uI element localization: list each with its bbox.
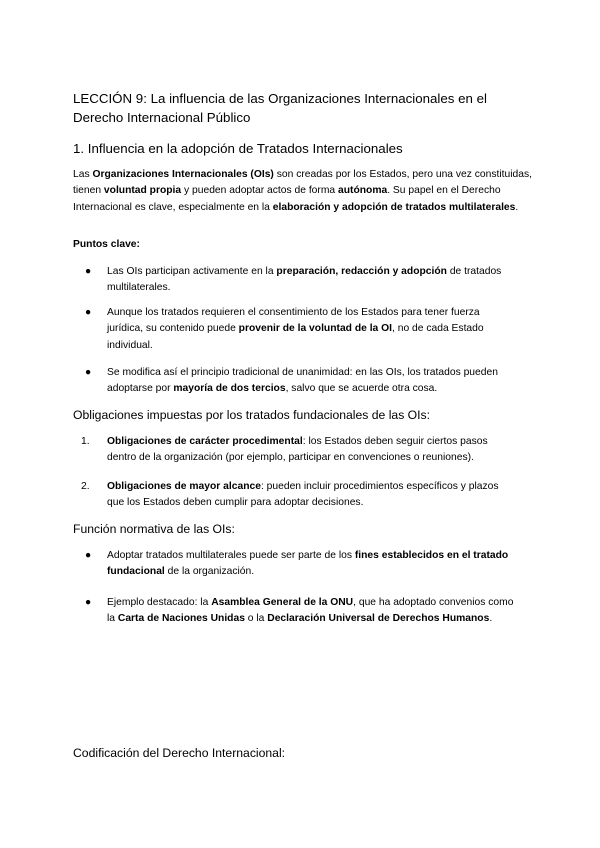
codification-heading: Codificación del Derecho Internacional: (73, 746, 286, 760)
item-text: : los Estados deben seguir ciertos pasos dentro de la organización (por ejemplo, participar en convenciones o reuniones). (107, 436, 488, 464)
item-bold: provenir de la voluntad de la OI (238, 323, 393, 335)
item-bold: Obligaciones de carácter procedimental (107, 436, 303, 447)
intro-text: son creadas por los Estados, pero una vez constituidas, tienen (73, 169, 533, 197)
item-text: Se modifica así el principio tradicional de unanimidad: en las OIs, los tratados pueden adoptarse por (107, 367, 498, 395)
intro-text: Las (73, 169, 93, 180)
list-item (85, 548, 517, 581)
intro-text: . Su papel en el Derecho Internacional es clave, especialmente en la (73, 185, 501, 213)
intro-text: . (515, 201, 519, 213)
item-text: , salvo que se acuerde otra cosa. (285, 383, 438, 395)
list-item (85, 305, 517, 354)
obligations-heading: Obligaciones impuestas por los tratados fundacionales de las OIs: (73, 408, 431, 422)
bullet-icon: ● (85, 266, 92, 277)
list-number: 2. (81, 481, 90, 492)
item-text: de tratados multilaterales. (107, 266, 502, 294)
lesson-title: LECCIÓN 9: La influencia de las Organizaciones Internacionales en el Derecho Internacional Público (73, 91, 487, 125)
item-text: , no de cada Estado individual. (107, 323, 484, 351)
bullet-icon: ● (85, 597, 92, 608)
item-text: , que ha adoptado convenios como la (107, 597, 514, 625)
item-text: de la organización. (164, 566, 255, 578)
list-number: 1. (81, 436, 90, 447)
intro-bold: Organizaciones Internacionales (OIs) (92, 169, 274, 180)
list-item (85, 264, 517, 297)
key-points-label: Puntos clave: (73, 239, 140, 250)
item-bold: Obligaciones de mayor alcance (107, 481, 261, 492)
item-text: o la (244, 613, 268, 625)
item-text: Las OIs participan activamente en la (107, 266, 277, 277)
intro-bold: voluntad propia (103, 185, 182, 197)
item-bold: Carta de Naciones Unidas (117, 613, 245, 625)
item-bold: Declaración Universal de Derechos Humanos (267, 613, 490, 625)
bullet-icon: ● (85, 550, 92, 561)
item-text: . (489, 613, 493, 625)
list-item (81, 434, 517, 467)
intro-bold: autónoma (338, 185, 388, 197)
item-bold: Asamblea General de la ONU (211, 597, 354, 608)
item-bold: preparación, redacción y adopción (276, 266, 447, 277)
intro-text: y pueden adoptar actos de forma (181, 185, 338, 197)
normative-heading: Función normativa de las OIs: (73, 522, 235, 536)
item-text: Aunque los tratados requieren el consentimiento de los Estados para tener fuerza jurídica, su contenido puede (107, 307, 480, 335)
intro-paragraph (73, 167, 533, 216)
list-item (81, 479, 517, 512)
item-bold: mayoría de dos tercios (173, 383, 286, 395)
section-heading-treaties: 1. Influencia en la adopción de Tratados Internacionales (73, 141, 403, 156)
list-item (85, 595, 517, 628)
intro-bold: elaboración y adopción de tratados multilaterales (272, 201, 516, 213)
item-text: : pueden incluir procedimientos específicos y plazos que los Estados deben cumplir para adoptar decisiones. (107, 481, 499, 509)
bullet-icon: ● (85, 367, 92, 378)
item-bold: fines establecidos en el tratado fundacional (107, 550, 509, 578)
list-item (85, 365, 517, 398)
bullet-icon: ● (85, 307, 92, 318)
item-text: Adoptar tratados multilaterales puede ser parte de los (107, 550, 355, 561)
item-text: Ejemplo destacado: la (107, 597, 212, 608)
